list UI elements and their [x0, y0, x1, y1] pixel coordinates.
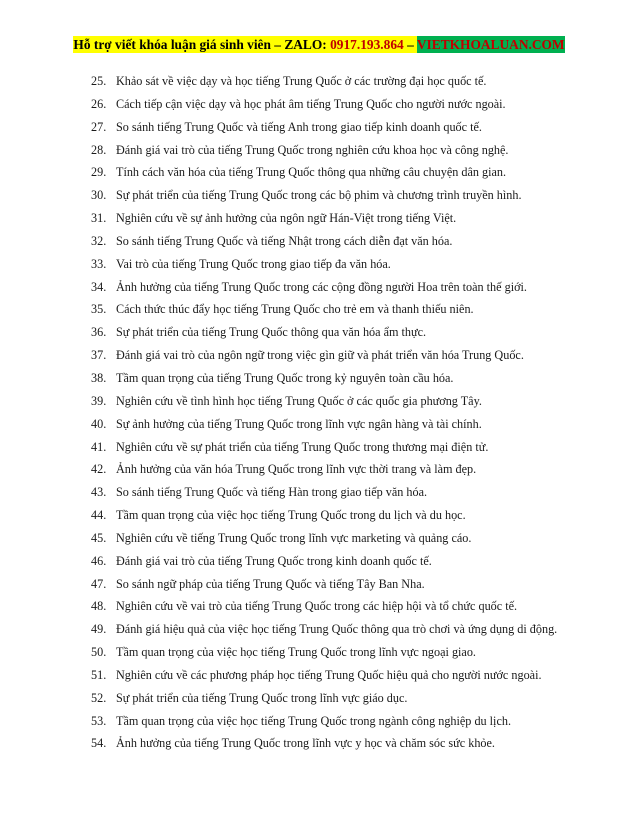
item-number: 29. [91, 165, 107, 180]
item-number: 40. [91, 416, 107, 431]
list-item [0, 344, 638, 367]
item-text: Tầm quan trọng của việc học tiếng Trung Quốc trong du lịch và du học. [116, 508, 466, 523]
item-number: 53. [91, 713, 107, 728]
list-item [0, 641, 638, 664]
item-text: Đánh giá vai trò của tiếng Trung Quốc trong kinh doanh quốc tế. [116, 553, 432, 568]
header-site: VIETKHOALUAN.COM [416, 37, 565, 52]
item-text: Ảnh hưởng của văn hóa Trung Quốc trong lĩnh vực thời trang và làm đẹp. [116, 462, 477, 477]
item-text: So sánh ngữ pháp của tiếng Trung Quốc và tiếng Tây Ban Nha. [116, 576, 425, 591]
list-item [0, 116, 638, 139]
list-item [0, 618, 638, 641]
list-item [0, 527, 638, 550]
item-number: 45. [91, 530, 107, 545]
item-text: Tầm quan trọng của việc học tiếng Trung Quốc trong ngành công nghiệp du lịch. [116, 713, 511, 728]
item-number: 38. [91, 370, 107, 385]
list-item [0, 436, 638, 459]
item-text: Ảnh hưởng của tiếng Trung Quốc trong lĩnh vực y học và chăm sóc sức khỏe. [116, 736, 495, 751]
list-item [0, 207, 638, 230]
item-text: Đánh giá hiệu quả của việc học tiếng Trung Quốc thông qua trò chơi và ứng dụng di động. [116, 622, 558, 637]
item-text: Đánh giá vai trò của tiếng Trung Quốc trong nghiên cứu khoa học và công nghệ. [116, 142, 509, 157]
item-number: 39. [91, 393, 107, 408]
list-item [0, 184, 638, 207]
list-item [0, 504, 638, 527]
item-number: 51. [91, 667, 107, 682]
item-text: So sánh tiếng Trung Quốc và tiếng Nhật trong cách diễn đạt văn hóa. [116, 233, 453, 248]
item-text: Ảnh hưởng của tiếng Trung Quốc trong các cộng đồng người Hoa trên toàn thế giới. [116, 279, 527, 294]
item-number: 49. [91, 622, 107, 637]
item-number: 28. [91, 142, 107, 157]
item-number: 46. [91, 553, 107, 568]
item-number: 47. [91, 576, 107, 591]
item-text: Đánh giá vai trò của ngôn ngữ trong việc gìn giữ và phát triển văn hóa Trung Quốc. [116, 348, 524, 363]
item-text: Tầm quan trọng của việc học tiếng Trung Quốc trong lĩnh vực ngoại giao. [116, 645, 476, 660]
list-item [0, 298, 638, 321]
list-item [0, 276, 638, 299]
list-item [0, 390, 638, 413]
list-item [0, 70, 638, 93]
item-number: 27. [91, 119, 107, 134]
list-item [0, 710, 638, 733]
list-item [0, 595, 638, 618]
page-header [0, 36, 638, 54]
item-number: 34. [91, 279, 107, 294]
list-item [0, 139, 638, 162]
list-item [0, 230, 638, 253]
item-text: Sự phát triển của tiếng Trung Quốc thông qua văn hóa ẩm thực. [116, 325, 427, 340]
item-number: 48. [91, 599, 107, 614]
list-item [0, 321, 638, 344]
item-number: 50. [91, 645, 107, 660]
list-item [0, 458, 638, 481]
item-number: 41. [91, 439, 107, 454]
item-number: 33. [91, 256, 107, 271]
item-text: Sự phát triển của tiếng Trung Quốc trong các bộ phim và chương trình truyền hình. [116, 188, 522, 203]
item-text: Tính cách văn hóa của tiếng Trung Quốc thông qua những câu chuyện dân gian. [116, 165, 507, 180]
item-number: 31. [91, 211, 107, 226]
item-text: Nghiên cứu về sự ảnh hưởng của ngôn ngữ Hán-Việt trong tiếng Việt. [116, 211, 457, 226]
item-text: Nghiên cứu về sự phát triển của tiếng Trung Quốc trong thương mại điện tử. [116, 439, 489, 454]
item-number: 43. [91, 485, 107, 500]
header-separator: – [403, 37, 417, 52]
item-text: Sự phát triển của tiếng Trung Quốc trong lĩnh vực giáo dục. [116, 690, 408, 705]
list-item [0, 93, 638, 116]
list-item [0, 732, 638, 755]
list-item [0, 687, 638, 710]
item-text: So sánh tiếng Trung Quốc và tiếng Anh trong giao tiếp kinh doanh quốc tế. [116, 119, 482, 134]
item-number: 32. [91, 233, 107, 248]
list-item [0, 413, 638, 436]
item-text: So sánh tiếng Trung Quốc và tiếng Hàn trong giao tiếp văn hóa. [116, 485, 428, 500]
header-phone: 0917.193.864 [330, 37, 404, 52]
item-text: Sự ảnh hưởng của tiếng Trung Quốc trong lĩnh vực ngân hàng và tài chính. [116, 416, 482, 431]
item-text: Vai trò của tiếng Trung Quốc trong giao tiếp đa văn hóa. [116, 256, 391, 271]
list-item [0, 367, 638, 390]
item-text: Cách thức thúc đẩy học tiếng Trung Quốc cho trẻ em và thanh thiếu niên. [116, 302, 474, 317]
list-item [0, 550, 638, 573]
topic-list [0, 70, 638, 755]
list-item [0, 664, 638, 687]
item-text: Khảo sát về việc dạy và học tiếng Trung Quốc ở các trường đại học quốc tế. [116, 74, 487, 88]
item-text: Nghiên cứu về các phương pháp học tiếng Trung Quốc hiệu quả cho người nước ngoài. [116, 667, 542, 682]
item-number: 26. [91, 96, 107, 111]
item-number: 42. [91, 462, 107, 477]
item-number: 35. [91, 302, 107, 317]
item-text: Nghiên cứu về tình hình học tiếng Trung Quốc ở các quốc gia phương Tây. [116, 393, 482, 408]
list-item [0, 481, 638, 504]
item-text: Tầm quan trọng của tiếng Trung Quốc trong kỷ nguyên toàn cầu hóa. [116, 370, 454, 385]
item-number: 44. [91, 508, 107, 523]
header-text: Hỗ trợ viết khóa luận giá sinh viên – ZALO: [73, 37, 331, 52]
item-number: 54. [91, 736, 107, 751]
list-item [0, 161, 638, 184]
item-number: 36. [91, 325, 107, 340]
item-number: 25. [91, 74, 107, 88]
item-number: 52. [91, 690, 107, 705]
list-item [0, 253, 638, 276]
item-number: 37. [91, 348, 107, 363]
item-text: Cách tiếp cận việc dạy và học phát âm tiếng Trung Quốc cho người nước ngoài. [116, 96, 506, 111]
list-item [0, 573, 638, 596]
item-text: Nghiên cứu về vai trò của tiếng Trung Quốc trong các hiệp hội và tổ chức quốc tế. [116, 599, 518, 614]
item-number: 30. [91, 188, 107, 203]
item-text: Nghiên cứu về tiếng Trung Quốc trong lĩnh vực marketing và quảng cáo. [116, 530, 472, 545]
